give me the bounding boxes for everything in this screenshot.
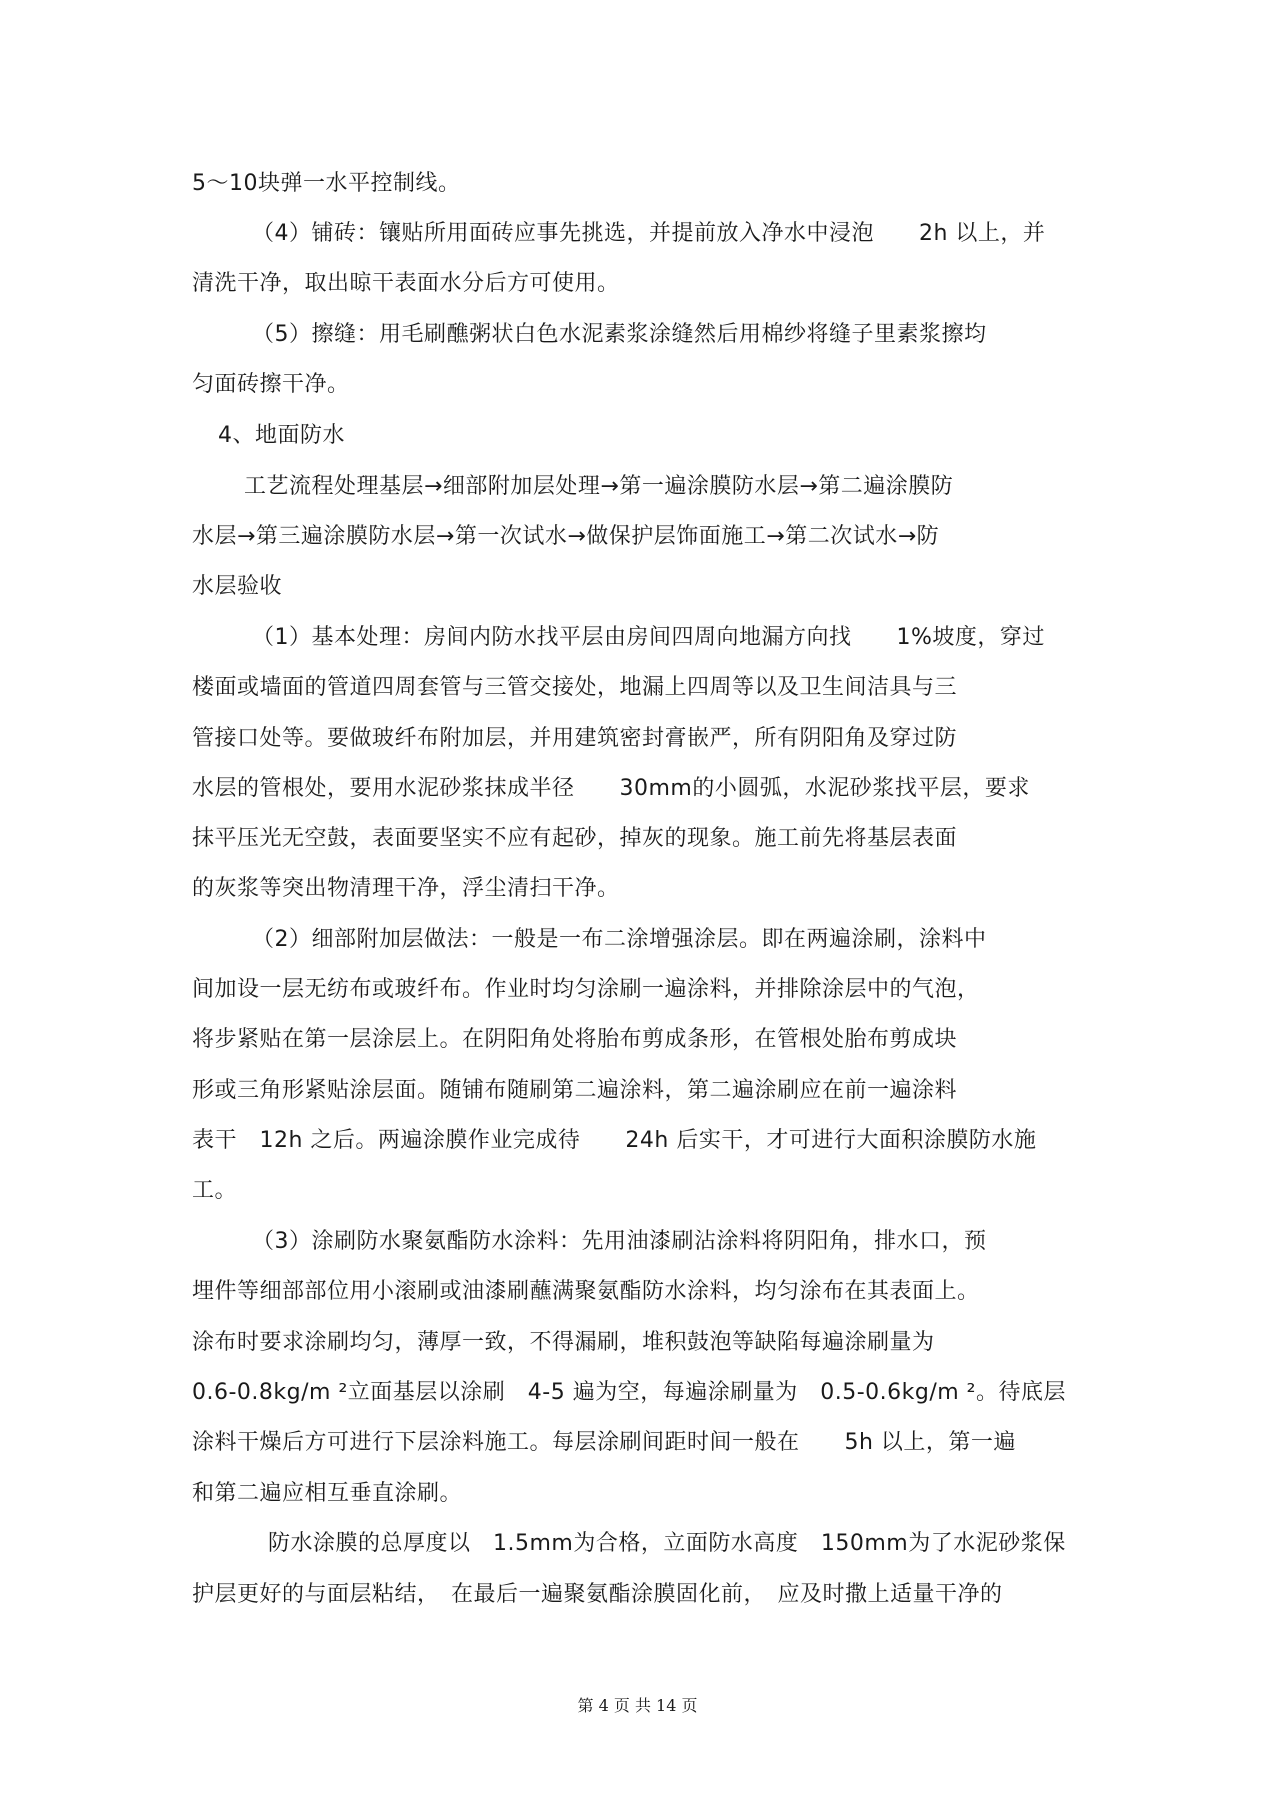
body-line: 管接口处等。要做玻纤布附加层，并用建筑密封膏嵌严，所有阴阳角及穿过防 <box>192 726 958 751</box>
body-line: 抹平压光无空鼓，表面要坚实不应有起砂，掉灰的现象。施工前先将基层表面 <box>192 826 958 851</box>
body-line: 埋件等细部部位用小滚刷或油漆刷蘸满聚氨酯防水涂料，均匀涂布在其表面上。 <box>192 1279 980 1304</box>
body-line: （4）铺砖：镶贴所用面砖应事先挑选，并提前放入净水中浸泡 2h 以上，并 <box>252 221 1046 246</box>
page-number-footer: 第 4 页 共 14 页 <box>577 1696 698 1715</box>
body-line: 清洗干净，取出晾干表面水分后方可使用。 <box>192 271 620 296</box>
body-line: （2）细部附加层做法：一般是一布二涂增强涂层。即在两遍涂刷，涂料中 <box>252 927 987 952</box>
body-line: 水层的管根处，要用水泥砂浆抹成半径 30mm的小圆弧，水泥砂浆找平层，要求 <box>192 776 1030 801</box>
body-line: 防水涂膜的总厚度以 1.5mm为合格，立面防水高度 150mm为了水泥砂浆保 <box>268 1531 1066 1556</box>
body-line: （3）涂刷防水聚氨酯防水涂料：先用油漆刷沾涂料将阴阳角，排水口，预 <box>252 1229 987 1254</box>
body-line: 将步紧贴在第一层涂层上。在阴阳角处将胎布剪成条形，在管根处胎布剪成块 <box>192 1027 958 1052</box>
body-line: 匀面砖擦干净。 <box>192 372 350 397</box>
body-line: 和第二遍应相互垂直涂刷。 <box>192 1481 463 1506</box>
body-line: 的灰浆等突出物清理干净，浮尘清扫干净。 <box>192 876 620 901</box>
body-line: 5～10块弹一水平控制线。 <box>192 171 461 196</box>
body-line: 涂布时要求涂刷均匀，薄厚一致，不得漏刷，堆积鼓泡等缺陷每遍涂刷量为 <box>192 1330 935 1355</box>
section-heading: 4、地面防水 <box>218 423 345 448</box>
body-line: 表干 12h 之后。两遍涂膜作业完成待 24h 后实干，才可进行大面积涂膜防水施 <box>192 1128 1037 1153</box>
body-line: 形或三角形紧贴涂层面。随铺布随刷第二遍涂料，第二遍涂刷应在前一遍涂料 <box>192 1078 958 1103</box>
body-line: 水层验收 <box>192 574 283 599</box>
body-line: 0.6-0.8kg/m ²立面基层以涂刷 4-5 遍为空，每遍涂刷量为 0.5-0.6kg/m ²。待底层 <box>192 1380 1066 1405</box>
body-line: 间加设一层无纺布或玻纤布。作业时均匀涂刷一遍涂料，并排除涂层中的气泡， <box>192 977 980 1002</box>
body-line: （1）基本处理：房间内防水找平层由房间四周向地漏方向找 1%坡度，穿过 <box>252 625 1045 650</box>
body-line: 楼面或墙面的管道四周套管与三管交接处，地漏上四周等以及卫生间洁具与三 <box>192 675 958 700</box>
body-line: 涂料干燥后方可进行下层涂料施工。每层涂刷间距时间一般在 5h 以上，第一遍 <box>192 1430 1016 1455</box>
body-line: （5）擦缝：用毛刷醮粥状白色水泥素浆涂缝然后用棉纱将缝子里素浆擦均 <box>252 322 987 347</box>
body-line: 水层→第三遍涂膜防水层→第一次试水→做保护层饰面施工→第二次试水→防 <box>192 524 940 549</box>
body-line: 工艺流程处理基层→细部附加层处理→第一遍涂膜防水层→第二遍涂膜防 <box>244 474 954 499</box>
body-line: 工。 <box>192 1178 238 1203</box>
body-line: 护层更好的与面层粘结， 在最后一遍聚氨酯涂膜固化前， 应及时撒上适量干净的 <box>192 1582 1003 1607</box>
